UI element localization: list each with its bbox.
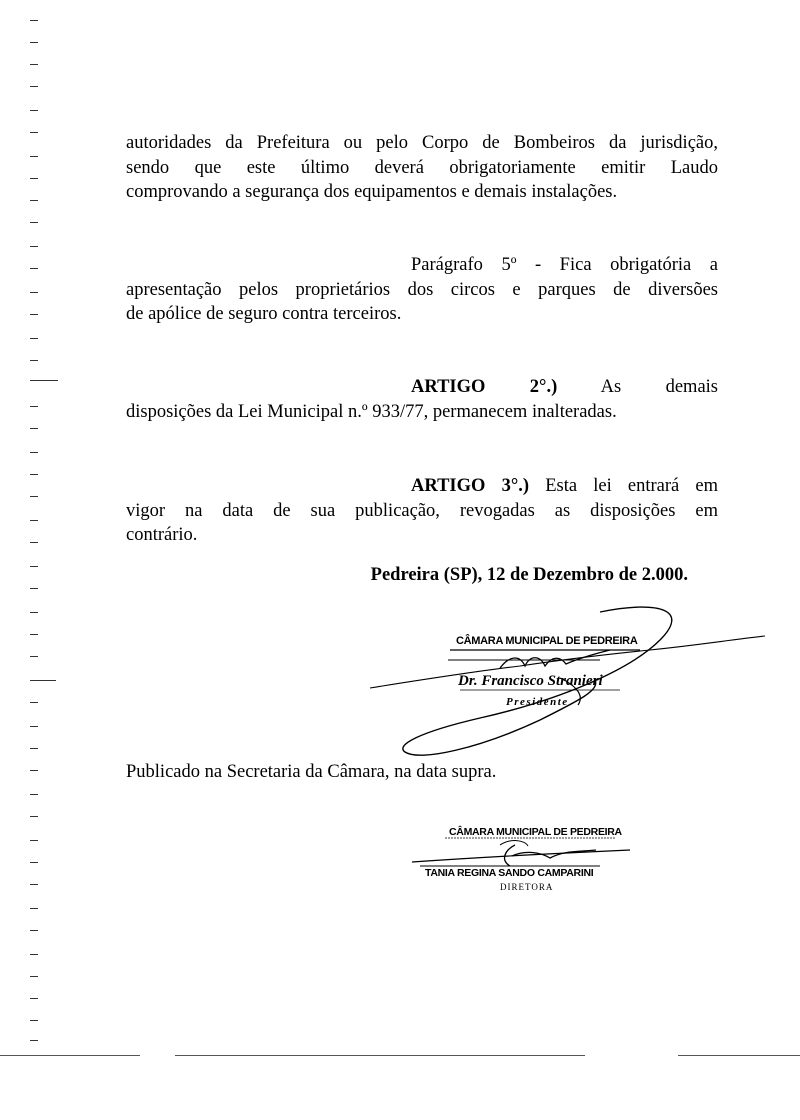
scan-edge-rule [175,1055,585,1056]
text-line: comprovando a segurança dos equipamentos e demais instalações. [126,182,618,202]
artigo-2-label: ARTIGO 2°.) [411,377,558,397]
paragraph-5-heading: Parágrafo 5º - Fica obrigatória a [411,255,718,275]
stamp2-institution: CÂMARA MUNICIPAL DE PEDREIRA [449,826,622,838]
text-line: de apólice de seguro contra terceiros. [126,304,402,324]
stamp2-signatory-role: DIRETORA [500,882,554,892]
text-line: apresentação pelos proprietários dos circos e parques de diversões [126,279,718,300]
text-line: autoridades da Prefeitura ou pelo Corpo de Bombeiros da jurisdição, [126,133,718,153]
text-line: contrário. [126,525,198,545]
published-line: Publicado na Secretaria da Câmara, na data supra. [126,762,497,782]
date-line: Pedreira (SP), 12 de Dezembro de 2.000. [370,565,688,585]
scan-edge-rule [0,1055,140,1056]
stamp2-signatory-name: TANIA REGINA SANDO CAMPARINI [425,867,594,879]
scan-edge-rule [678,1055,800,1056]
artigo-2-rest: As demais [600,377,718,397]
stamp-signatory-role: Presidente [506,696,569,708]
stamp-signatory-name: Dr. Francisco Stranieri [458,673,603,689]
artigo-3-label: ARTIGO 3°.) [411,476,529,496]
text-line: sendo que este último deverá obrigatoriamente emitir Laudo [126,157,718,178]
text-line: vigor na data de sua publicação, revogadas as disposições em [126,500,718,521]
artigo-3-rest: Esta lei entrará em [545,476,719,496]
stamp-institution: CÂMARA MUNICIPAL DE PEDREIRA [456,635,638,647]
text-line: disposições da Lei Municipal n.º 933/77, permanecem inalteradas. [126,401,617,422]
